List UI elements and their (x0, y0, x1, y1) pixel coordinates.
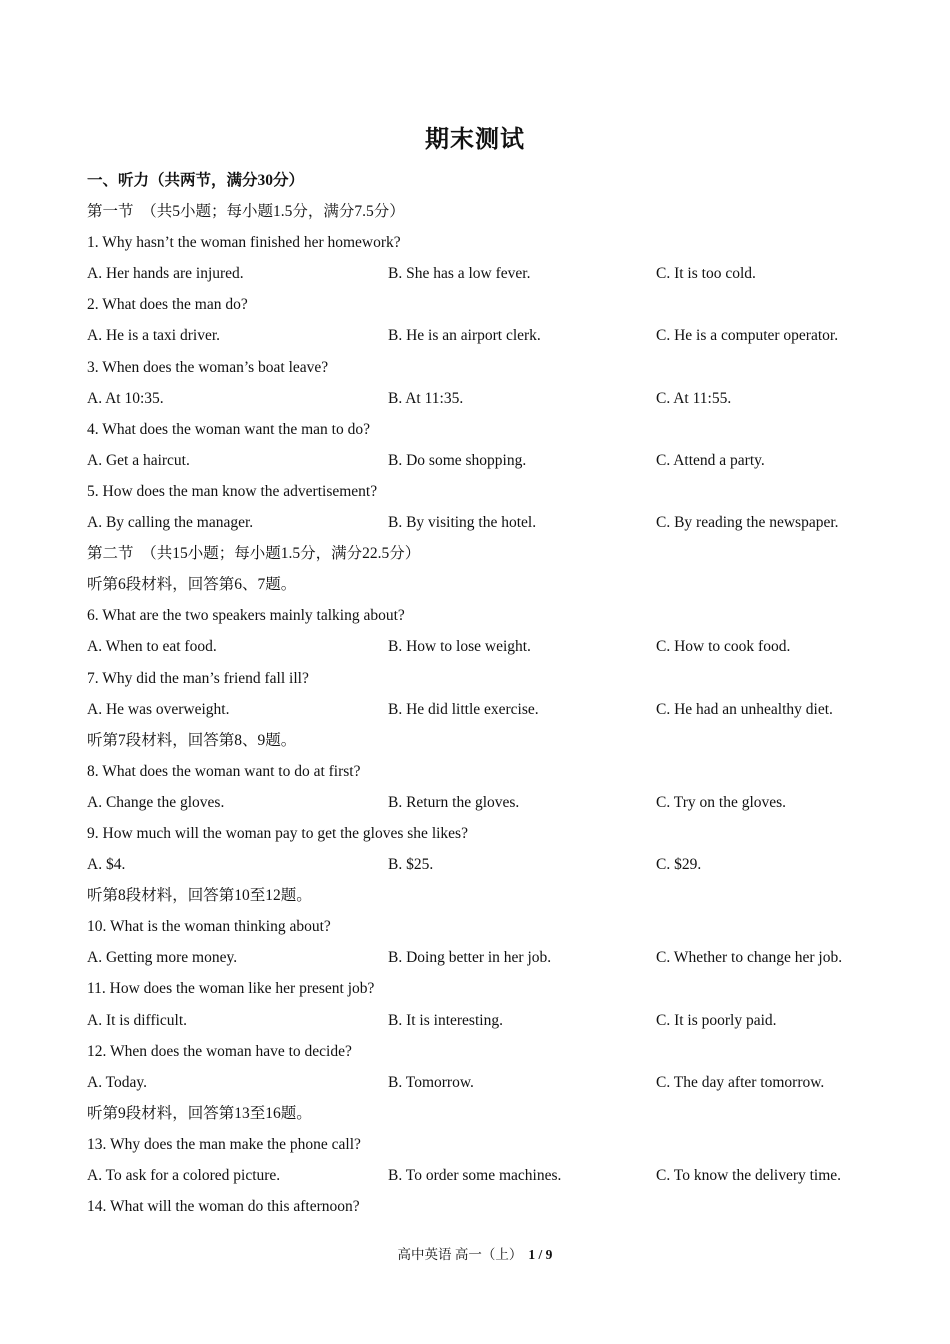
page-footer (0, 1244, 950, 1266)
option-b: B. By visiting the hotel. (388, 514, 537, 532)
part-heading: 第一节 （共5小题；每小题1.5分，满分7.5分） (87, 203, 405, 221)
option-c: C. To know the delivery time. (656, 1167, 842, 1184)
option-a: A. Her hands are injured. (87, 265, 244, 283)
question-13: 13. Why does the man make the phone call? (87, 1135, 361, 1153)
option-a: A. He is a taxi driver. (87, 327, 221, 345)
option-b: B. How to lose weight. (388, 638, 531, 656)
question-11: 11. How does the woman like her present job? (87, 980, 375, 998)
question-5: 5. How does the man know the advertisement? (87, 482, 378, 500)
option-c: C. It is poorly paid. (656, 1011, 777, 1029)
option-b: B. At 11:35. (388, 389, 464, 407)
option-a: A. When to eat food. (87, 638, 217, 656)
question-10: 10. What is the woman thinking about? (87, 918, 331, 936)
options-4 (87, 445, 877, 476)
option-b: B. $25. (388, 856, 434, 874)
options-13 (87, 1160, 877, 1191)
instruction: 听第6段材料，回答第6、7题。 (87, 576, 297, 594)
question-6: 6. What are the two speakers mainly talking about? (87, 607, 405, 625)
option-c: C. $29. (656, 856, 702, 874)
section-heading: 一、听力（共两节，满分30分） (87, 172, 305, 189)
option-a: A. Getting more money. (87, 949, 238, 967)
question-9: 9. How much will the woman pay to get the gloves she likes? (87, 824, 468, 842)
question-8: 8. What does the woman want to do at first? (87, 762, 361, 780)
option-a: A. He was overweight. (87, 700, 230, 718)
instruction: 听第8段材料，回答第10至12题。 (87, 887, 312, 905)
footer-course: 高中英语 高一（上） (397, 1247, 523, 1262)
option-c: C. Try on the gloves. (656, 793, 787, 811)
question-7: 7. Why did the man’s friend fall ill? (87, 669, 309, 687)
options-3 (87, 383, 877, 414)
options-5 (87, 507, 877, 538)
question-2: 2. What does the man do? (87, 296, 248, 314)
option-b: B. He did little exercise. (388, 700, 539, 718)
option-b: B. Do some shopping. (388, 451, 527, 469)
option-c: C. The day after tomorrow. (656, 1073, 825, 1091)
page-title: 期末测试 (425, 127, 525, 153)
option-b: B. Doing better in her job. (388, 949, 552, 967)
option-b: B. She has a low fever. (388, 265, 531, 283)
option-b: B. Tomorrow. (388, 1073, 474, 1091)
option-c: C. How to cook food. (656, 638, 791, 656)
instruction: 听第7段材料，回答第8、9题。 (87, 731, 297, 749)
option-b: B. Return the gloves. (388, 793, 520, 811)
option-c: C. At 11:55. (656, 389, 732, 407)
question-14: 14. What will the woman do this afternoon? (87, 1198, 360, 1216)
option-a: A. $4. (87, 856, 126, 874)
options-2 (87, 320, 877, 351)
page-number: 1 / 9 (528, 1247, 553, 1262)
option-b: B. To order some machines. (388, 1167, 562, 1184)
options-6 (87, 631, 877, 662)
option-a: A. Today. (87, 1073, 148, 1091)
question-12: 12. When does the woman have to decide? (87, 1042, 352, 1060)
option-b: B. It is interesting. (388, 1011, 503, 1029)
option-a: A. By calling the manager. (87, 514, 254, 532)
part-heading: 第二节 （共15小题；每小题1.5分，满分22.5分） (87, 545, 421, 563)
option-c: C. Attend a party. (656, 451, 765, 469)
option-c: C. By reading the newspaper. (656, 514, 839, 532)
options-8 (87, 787, 877, 818)
options-10 (87, 942, 877, 973)
option-a: A. At 10:35. (87, 389, 164, 407)
question-4: 4. What does the woman want the man to do? (87, 420, 370, 438)
option-a: A. It is difficult. (87, 1011, 188, 1029)
option-c: C. It is too cold. (656, 265, 756, 283)
option-c: C. He had an unhealthy diet. (656, 700, 833, 718)
option-a: A. To ask for a colored picture. (87, 1167, 281, 1184)
options-9 (87, 849, 877, 880)
instruction: 听第9段材料，回答第13至16题。 (87, 1104, 312, 1122)
option-a: A. Get a haircut. (87, 451, 190, 469)
options-7 (87, 694, 877, 725)
option-c: C. Whether to change her job. (656, 949, 843, 967)
options-11 (87, 1005, 877, 1036)
option-a: A. Change the gloves. (87, 793, 225, 811)
listening-section (87, 165, 877, 1222)
options-12 (87, 1067, 877, 1098)
question-3: 3. When does the woman’s boat leave? (87, 358, 329, 376)
option-b: B. He is an airport clerk. (388, 327, 541, 345)
question-1: 1. Why hasn’t the woman finished her homework? (87, 234, 401, 252)
option-c: C. He is a computer operator. (656, 327, 839, 345)
options-1 (87, 258, 877, 289)
